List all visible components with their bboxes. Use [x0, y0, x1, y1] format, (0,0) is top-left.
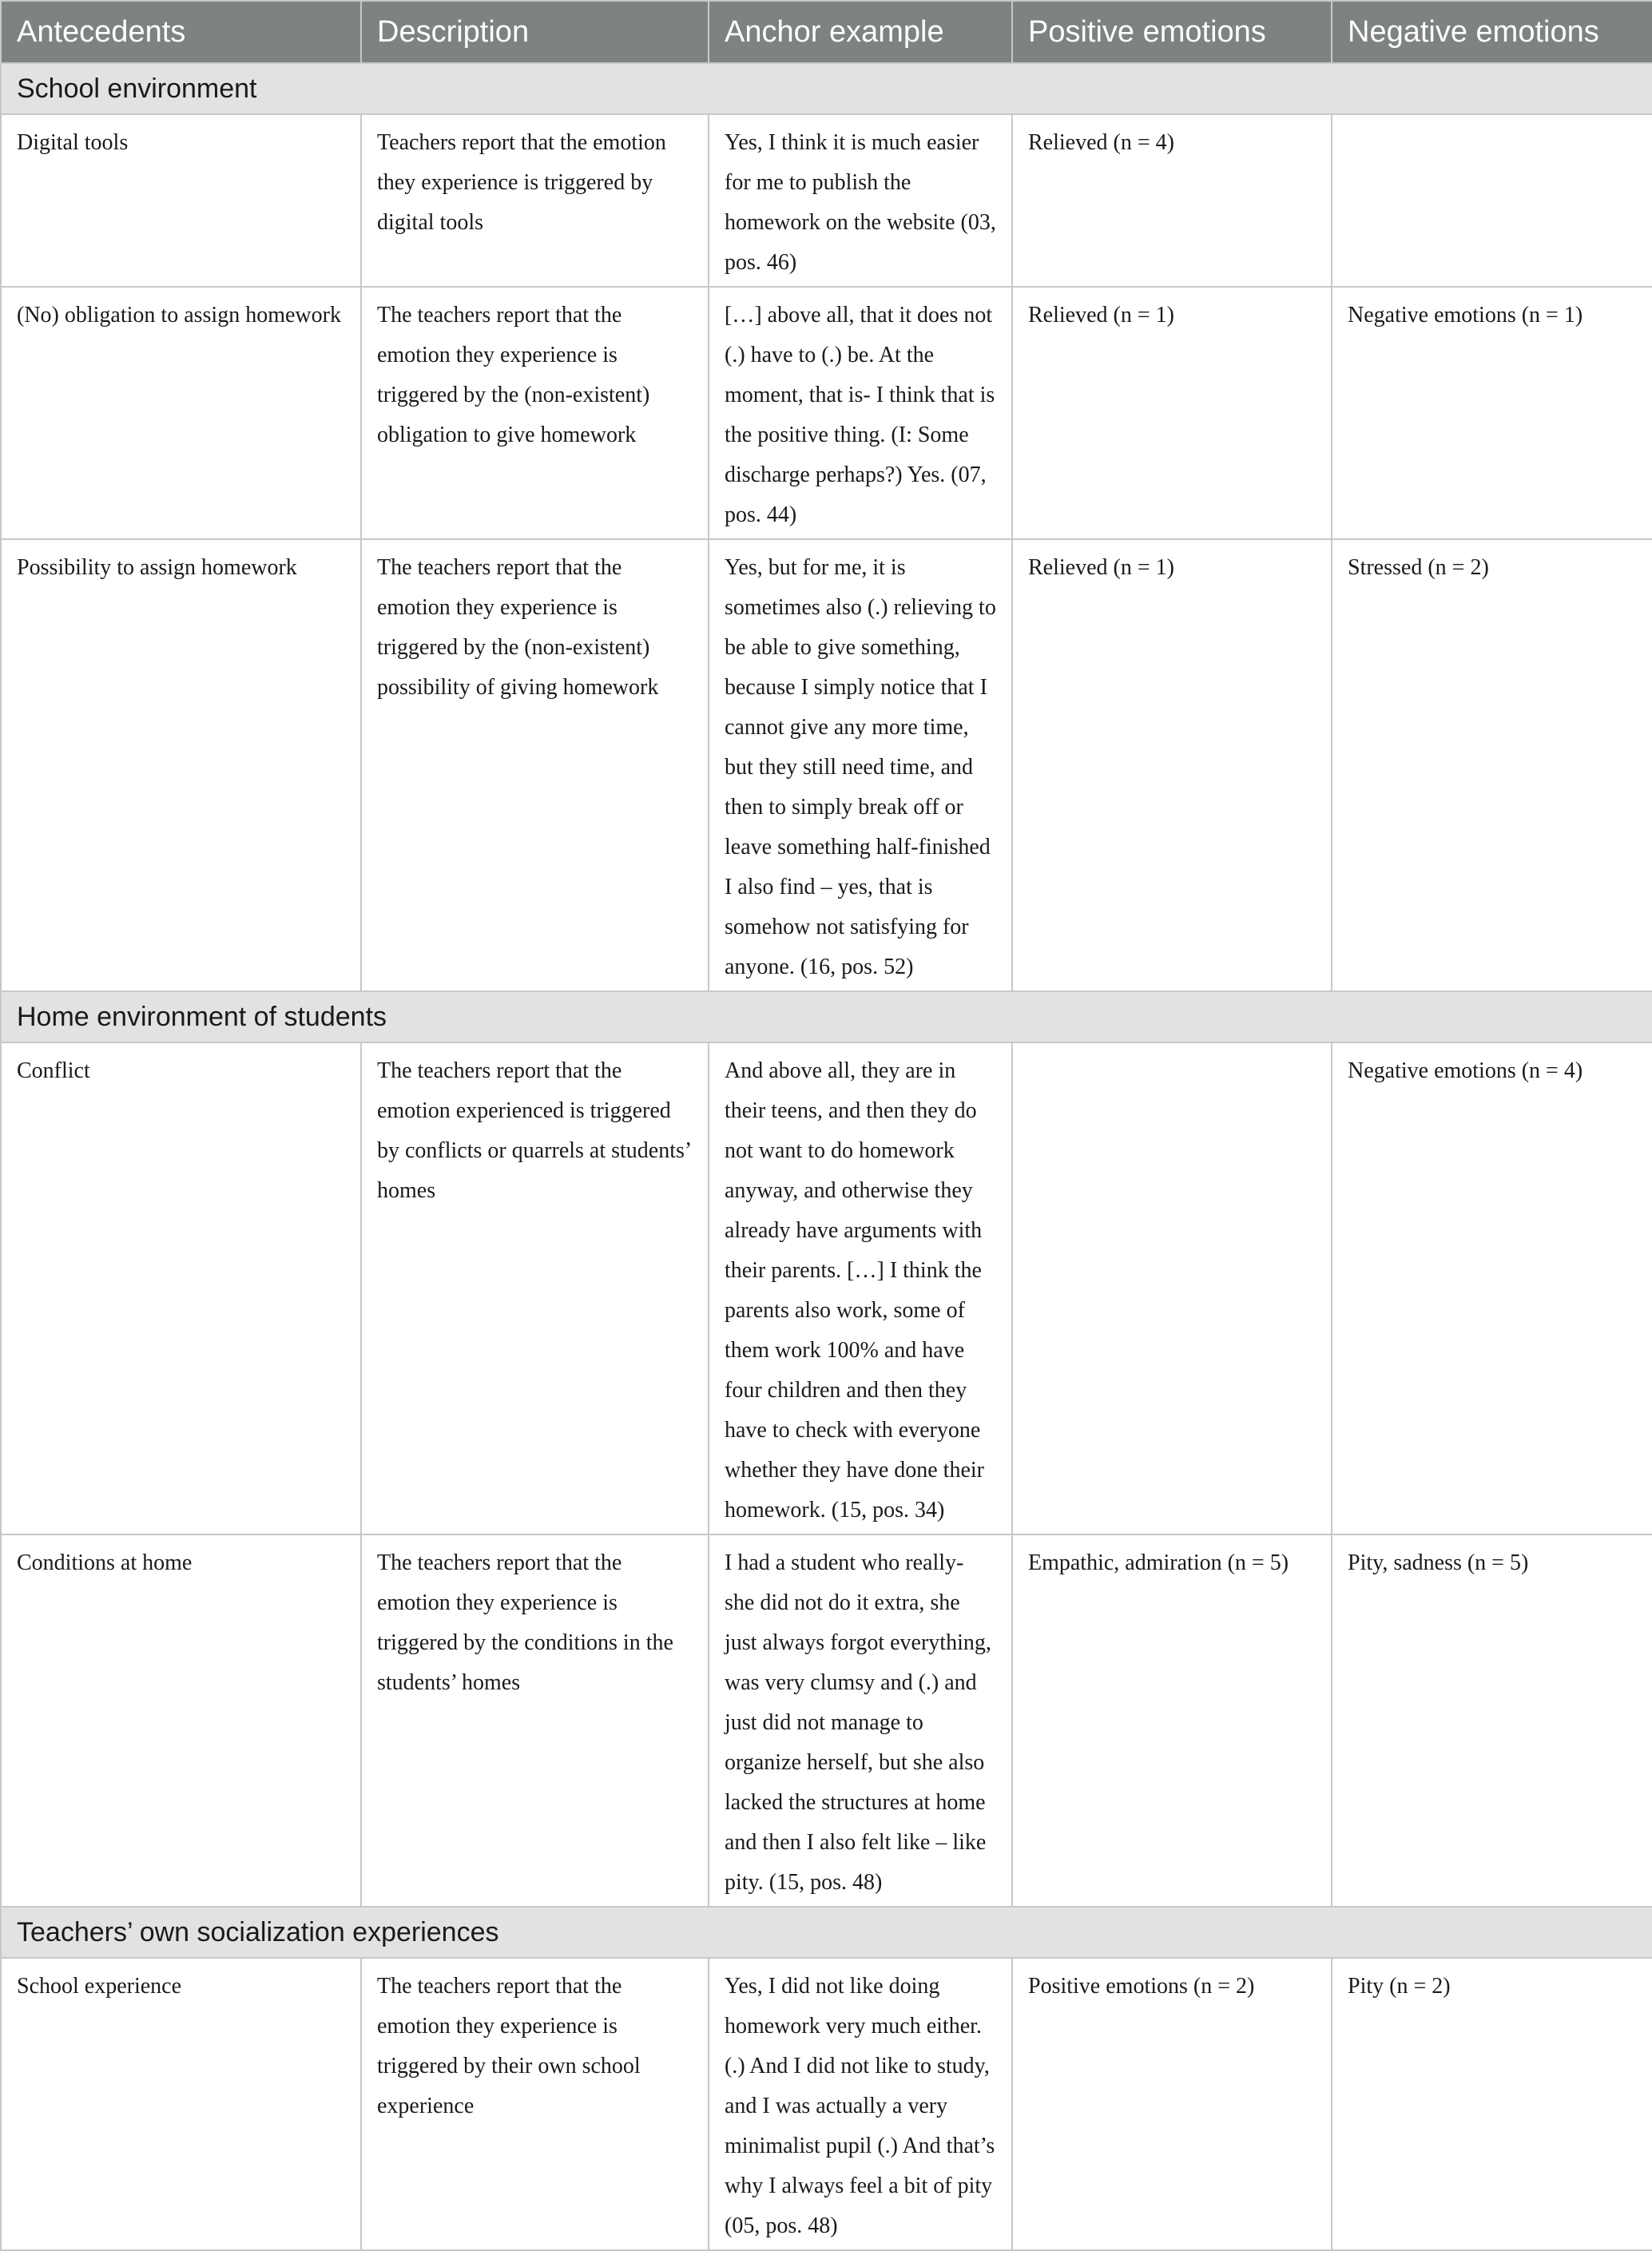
positive-cell: Relieved (n = 4): [1012, 114, 1332, 287]
negative-cell: [1332, 114, 1652, 287]
anchor-cell: And above all, they are in their teens, and then they do not want to do homework anyway, and otherwise they already have arguments with their parents. […] I think the parents also work, some of them work 100% and have four children and then they have to check with everyone whether they have done their homework. (15, pos. 34): [709, 1042, 1012, 1534]
table-row: [1, 539, 1652, 991]
table-row: [1, 114, 1652, 287]
positive-cell: Relieved (n = 1): [1012, 287, 1332, 539]
table-row: [1, 1534, 1652, 1907]
section-row: [1, 63, 1652, 114]
description-cell: The teachers report that the emotion they experience is triggered by their own school experience: [361, 1958, 709, 2250]
antecedent-cell: Conditions at home: [1, 1534, 361, 1907]
antecedent-cell: Possibility to assign homework: [1, 539, 361, 991]
section-row: [1, 991, 1652, 1042]
anchor-cell: Yes, I think it is much easier for me to publish the homework on the website (03, pos. 46): [709, 114, 1012, 287]
section-title: School environment: [1, 63, 1652, 114]
description-cell: The teachers report that the emotion they experience is triggered by the (non-existent) possibility of giving homework: [361, 539, 709, 991]
table-row: [1, 1958, 1652, 2250]
description-cell: The teachers report that the emotion they experience is triggered by the (non-existent) obligation to give homework: [361, 287, 709, 539]
negative-cell: Stressed (n = 2): [1332, 539, 1652, 991]
antecedent-cell: Conflict: [1, 1042, 361, 1534]
header-antecedents: Antecedents: [1, 1, 361, 63]
positive-cell: Positive emotions (n = 2): [1012, 1958, 1332, 2250]
table-row: [1, 1042, 1652, 1534]
anchor-cell: […] above all, that it does not (.) have to (.) be. At the moment, that is- I think that is the positive thing. (I: Some discharge perhaps?) Yes. (07, pos. 44): [709, 287, 1012, 539]
antecedent-cell: School experience: [1, 1958, 361, 2250]
description-cell: The teachers report that the emotion experienced is triggered by conflicts or quarrels at students’ homes: [361, 1042, 709, 1534]
section-title: Home environment of students: [1, 991, 1652, 1042]
positive-cell: [1012, 1042, 1332, 1534]
negative-cell: Pity, sadness (n = 5): [1332, 1534, 1652, 1907]
description-cell: The teachers report that the emotion they experience is triggered by the conditions in the students’ homes: [361, 1534, 709, 1907]
header-negative-emotions: Negative emotions: [1332, 1, 1652, 63]
anchor-cell: I had a student who really- she did not do it extra, she just always forgot everything, was very clumsy and (.) and just did not manage to organize herself, but she also lacked the structures at home and then I also felt like – like pity. (15, pos. 48): [709, 1534, 1012, 1907]
header-description: Description: [361, 1, 709, 63]
header-row: [1, 1, 1652, 63]
section-title: Teachers’ own socialization experiences: [1, 1907, 1652, 1958]
positive-cell: Empathic, admiration (n = 5): [1012, 1534, 1332, 1907]
section-row: [1, 1907, 1652, 1958]
anchor-cell: Yes, I did not like doing homework very much either. (.) And I did not like to study, and I was actually a very minimalist pupil (.) And that’s why I always feel a bit of pity (05, pos. 48): [709, 1958, 1012, 2250]
negative-cell: Negative emotions (n = 1): [1332, 287, 1652, 539]
header-positive-emotions: Positive emotions: [1012, 1, 1332, 63]
antecedent-cell: Digital tools: [1, 114, 361, 287]
positive-cell: Relieved (n = 1): [1012, 539, 1332, 991]
negative-cell: Pity (n = 2): [1332, 1958, 1652, 2250]
anchor-cell: Yes, but for me, it is sometimes also (.) relieving to be able to give something, because I simply notice that I cannot give any more time, but they still need time, and then to simply break off or leave something half-finished I also find – yes, that is somehow not satisfying for anyone. (16, pos. 52): [709, 539, 1012, 991]
negative-cell: Negative emotions (n = 4): [1332, 1042, 1652, 1534]
description-cell: Teachers report that the emotion they experience is triggered by digital tools: [361, 114, 709, 287]
antecedent-cell: (No) obligation to assign homework: [1, 287, 361, 539]
header-anchor-example: Anchor example: [709, 1, 1012, 63]
table-row: [1, 287, 1652, 539]
